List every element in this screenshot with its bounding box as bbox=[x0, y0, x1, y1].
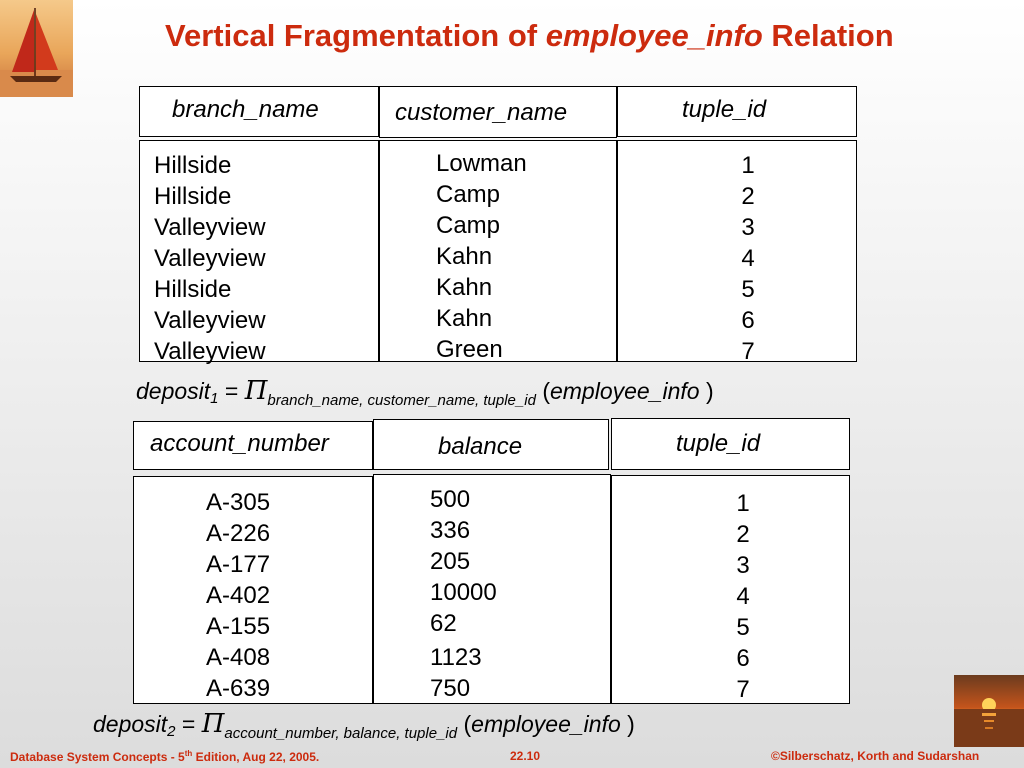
list-item: Kahn bbox=[436, 305, 493, 332]
list-item: Hillside bbox=[154, 183, 232, 210]
table2-header-balance: balance bbox=[373, 419, 609, 470]
list-item: Camp bbox=[436, 181, 501, 208]
list-item: A-155 bbox=[206, 613, 271, 640]
list-item: Hillside bbox=[154, 152, 232, 179]
list-item: Valleyview bbox=[154, 338, 266, 365]
table1-column-branch-name bbox=[139, 140, 379, 365]
list-item: 3 bbox=[741, 214, 755, 241]
sunset-logo-icon bbox=[954, 675, 1024, 747]
list-item: 1123 bbox=[430, 644, 482, 671]
list-item: A-226 bbox=[206, 520, 271, 547]
list-item: A-305 bbox=[206, 489, 271, 516]
list-item: 7 bbox=[736, 676, 750, 703]
list-item: 6 bbox=[741, 307, 755, 334]
list-item: 500 bbox=[430, 486, 471, 513]
list-item: 2 bbox=[736, 521, 750, 548]
footer-page-number: 22.10 bbox=[510, 749, 541, 763]
list-item: A-408 bbox=[206, 644, 271, 671]
sailboat-logo-icon bbox=[0, 0, 73, 97]
table2-column-account-number bbox=[133, 476, 373, 704]
list-item: A-177 bbox=[206, 551, 271, 578]
formula-deposit2: deposit$_2$ = $\Pi_{account\_number, balance, tuple\_id}$ (employee_info ) bbox=[93, 709, 635, 742]
page-title: Vertical Fragmentation of employee_info Relation bbox=[165, 18, 894, 53]
footer-book-title: Database System Concepts - 5th Edition, Aug 22, 2005. bbox=[10, 749, 320, 764]
formula-deposit1: deposit$_1$ = $\Pi_{branch\_name, customer\_name, tuple\_id}$ (employee_info ) bbox=[136, 376, 714, 409]
list-item: 4 bbox=[741, 245, 755, 272]
list-item: 205 bbox=[430, 548, 471, 575]
list-item: A-402 bbox=[206, 582, 271, 609]
list-item: Lowman bbox=[436, 150, 527, 177]
account-number-values bbox=[206, 487, 270, 704]
tuple-id-values bbox=[713, 488, 773, 705]
list-item: 62 bbox=[430, 610, 457, 637]
balance-values bbox=[430, 484, 497, 704]
list-item: Camp bbox=[436, 212, 501, 239]
table1-header-customer-name: customer_name bbox=[379, 86, 617, 138]
list-item: 5 bbox=[736, 614, 750, 641]
footer-copyright: ©Silberschatz, Korth and Sudarshan bbox=[771, 749, 980, 763]
list-item: 3 bbox=[736, 552, 750, 579]
tuple-id-values bbox=[718, 150, 778, 367]
list-item: Hillside bbox=[154, 276, 232, 303]
list-item: Kahn bbox=[436, 274, 493, 301]
table1-header-branch-name: branch_name bbox=[139, 86, 379, 137]
list-item: Kahn bbox=[436, 243, 493, 270]
list-item: Green bbox=[436, 336, 503, 363]
list-item: 4 bbox=[736, 583, 750, 610]
table1-header-tuple-id: tuple_id bbox=[617, 86, 857, 137]
table2-column-balance bbox=[373, 474, 611, 704]
list-item: Valleyview bbox=[154, 307, 266, 334]
list-item: 10000 bbox=[430, 579, 497, 606]
list-item: Valleyview bbox=[154, 245, 266, 272]
list-item: A-639 bbox=[206, 675, 271, 702]
list-item: Valleyview bbox=[154, 214, 266, 241]
table2-column-tuple-id bbox=[611, 475, 850, 704]
list-item: 7 bbox=[741, 338, 755, 365]
table2-header-account-number: account_number bbox=[133, 421, 373, 470]
table1-column-tuple-id bbox=[617, 140, 857, 365]
table1-column-customer-name bbox=[379, 140, 617, 362]
list-item: 1 bbox=[741, 152, 755, 179]
branch-name-values bbox=[154, 150, 266, 367]
list-item: 6 bbox=[736, 645, 750, 672]
table2-header-tuple-id: tuple_id bbox=[611, 418, 850, 470]
list-item: 1 bbox=[736, 490, 750, 517]
list-item: 5 bbox=[741, 276, 755, 303]
list-item: 2 bbox=[741, 183, 755, 210]
list-item: 336 bbox=[430, 517, 471, 544]
customer-name-values bbox=[436, 148, 527, 365]
list-item: 750 bbox=[430, 675, 471, 702]
